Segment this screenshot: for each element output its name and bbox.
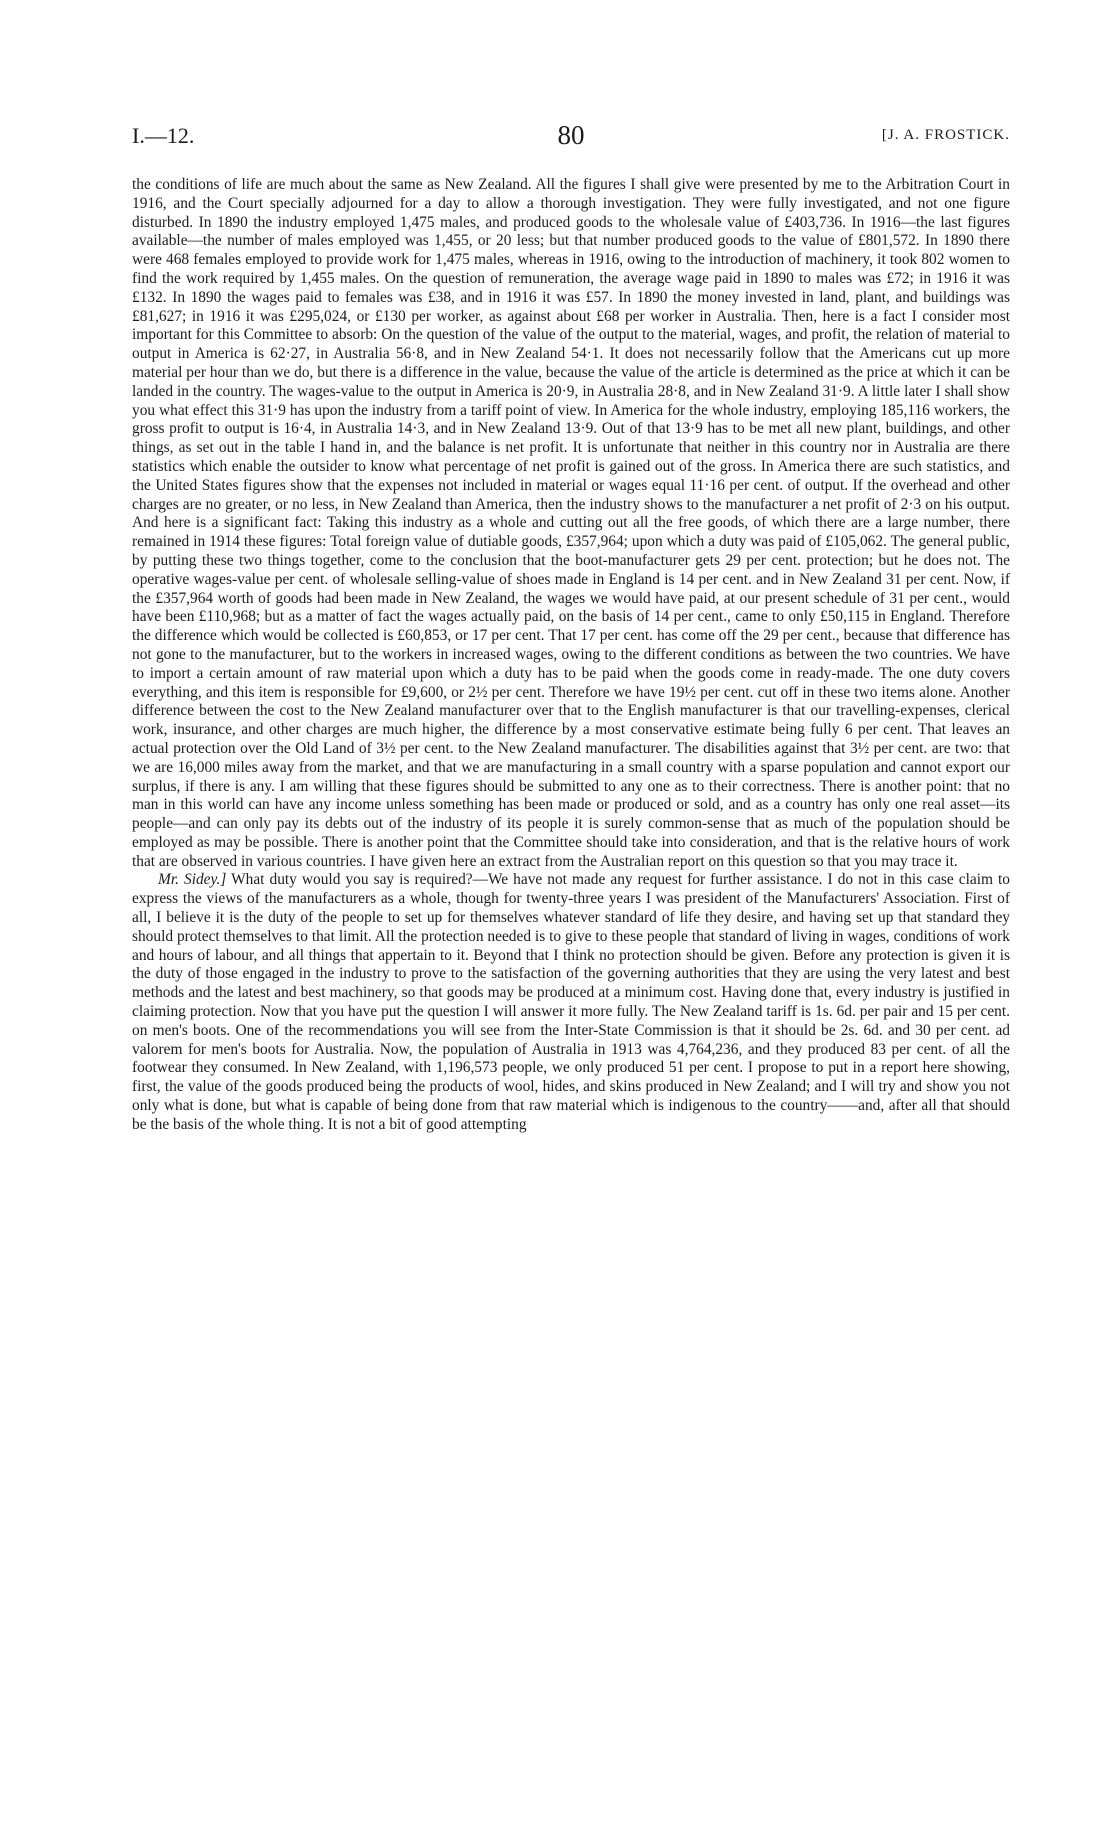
document-body [132,176,1010,1135]
paragraph [132,871,1010,1134]
page-header [132,120,1010,153]
witness-name: [J. A. FROSTICK. [881,127,1010,143]
paragraph-text: What duty would you say is required?—We have not made any request for further assistance. I do not in this case claim to express the views of the manufacturers as a whole, though for twenty-three years I was president of the Manufacturers' Association. First of all, I believe it is the duty of the people to set up for themselves whatever standard of life they desire, and having set up that standard they should protect themselves to that limit. All the protection needed is to give to these people that standard of living in wages, conditions of work and hours of labour, and all things that appertain to it. Beyond that I think no protection should be given. Before any protection is given it is the duty of those engaged in the industry to prove to the satisfaction of the governing authorities that they are using the very latest and best methods and the latest and best machinery, so that goods may be produced at a minimum cost. Having done that, every industry is justified in claiming protection. Now that you have put the question I will answer it more fully. The New Zealand tariff is 1s. 6d. per pair and 15 per cent. on men's boots. One of the recommendations you will see from the Inter-State Commission is that it should be 2s. 6d. and 30 per cent. ad valorem for men's boots for Australia. Now, the population of Australia in 1913 was 4,764,236, and they produced 83 per cent. of all the footwear they consumed. In New Zealand, with 1,196,573 people, we only produced 51 per cent. I propose to put in a report here showing, first, the value of the goods produced being the products of wool, hides, and skins produced in New Zealand; and I will try and show you not only what is done, but what is capable of being done from that raw material which is indigenous to the country——and, after all that should be the basis of the whole thing. It is not a bit of good attempting [132,871,1010,1133]
speaker-label: Mr. Sidey.] [158,871,227,889]
page-number: 80 [557,120,585,150]
paragraph: the conditions of life are much about the same as New Zealand. All the figures I shall give were presented by me to the Arbitration Court in 1916, and the Court specially adjourned for a day to allow a thorough investigation. They were fully investigated, and not one figure disturbed. In 1890 the industry employed 1,475 males, and produced goods to the wholesale value of £403,736. In 1916—the last figures available—the number of males employed was 1,455, or 20 less; but that number produced goods to the value of £801,572. In 1890 there were 468 females employed to provide work for 1,475 males, whereas in 1916, owing to the introduction of machinery, it took 802 women to find the work required by 1,455 males. On the question of remuneration, the average wage paid in 1890 to males was £72; in 1916 it was £132. In 1890 the wages paid to females was £38, and in 1916 it was £57. In 1890 the money invested in land, plant, and buildings was £81,627; in 1916 it was £295,024, or £130 per worker, as against about £68 per worker in Australia. Then, here is a fact I consider most important for this Committee to absorb: On the question of the value of the output to the material, wages, and profit, the relation of material to output in America is 62·27, in Australia 56·8, and in New Zealand 54·1. It does not necessarily follow that the Americans cut up more material per hour than we do, but there is a difference in the value, because the value of the article is determined as the price at which it can be landed in the country. The wages-value to the output in America is 20·9, in Australia 28·8, and in New Zealand 31·9. A little later I shall show you what effect this 31·9 has upon the industry from a tariff point of view. In America for the whole industry, employing 185,116 workers, the gross profit to output is 16·4, in Australia 14·3, and in New Zealand 13·9. Out of that 13·9 has to be met all new plant, buildings, and other things, as set out in the table I hand in, and the balance is net profit. It is unfortunate that neither in this country nor in Australia are there statistics which enable the outsider to know what percentage of net profit is gained out of the gross. In America there are such statistics, and the United States figures show that the expenses not included in material or wages equal 11·16 per cent. of output. If the overhead and other charges are no greater, or no less, in New Zealand than America, then the industry shows to the manufacturer a net profit of 2·3 on his output. And here is a significant fact: Taking this industry as a whole and cutting out all the free goods, of which there are a large number, there remained in 1914 these figures: Total foreign value of dutiable goods, £357,964; upon which a duty was paid of £105,062. The general public, by putting these two things together, come to the conclusion that the boot-manufacturer gets 29 per cent. protection; but he does not. The operative wages-value per cent. of wholesale selling-value of shoes made in England is 14 per cent. and in New Zealand 31 per cent. Now, if the £357,964 worth of goods had been made in New Zealand, the wages we would have paid, at our present schedule of 31 per cent., would have been £110,968; but as a matter of fact the wages actually paid, on the basis of 14 per cent., came to only £50,115 in England. Therefore the difference which would be collected is £60,853, or 17 per cent. That 17 per cent. has come off the 29 per cent., because that difference has not gone to the manufacturer, but to the workers in increased wages, owing to the different conditions as between the two countries. We have to import a certain amount of raw material upon which a duty has to be paid when the goods come in ready-made. The one duty covers everything, and this item is responsible for £9,600, or 2½ per cent. Therefore we have 19½ per cent. cut off in these two items alone. Another difference between the cost to the New Zealand manufacturer over that to the English manufacturer is that our travelling-expenses, clerical work, insurance, and other charges are much higher, the difference by a most conservative estimate being fully 6 per cent. That leaves an actual protection over the Old Land of 3½ per cent. to the New Zealand manufacturer. The disabilities against that 3½ per cent. are two: that we are 16,000 miles away from the market, and that we are manufacturing in a small country with a sparse population and cannot export our surplus, if there is any. I am willing that these figures should be submitted to any one as to their correctness. There is another point: that no man in this world can have any income unless something has been made or produced or sold, and as a country has only one real asset—its people—and can only pay its debts out of the industry of its people it is surely common-sense that as much of the population should be employed as may be possible. There is another point that the Committee should take into consideration, and that is the relative hours of work that are observed in various countries. I have given here an extract from the Australian report on this question so that you may trace it. [132,176,1010,870]
paper-reference: I.—12. [132,123,195,148]
